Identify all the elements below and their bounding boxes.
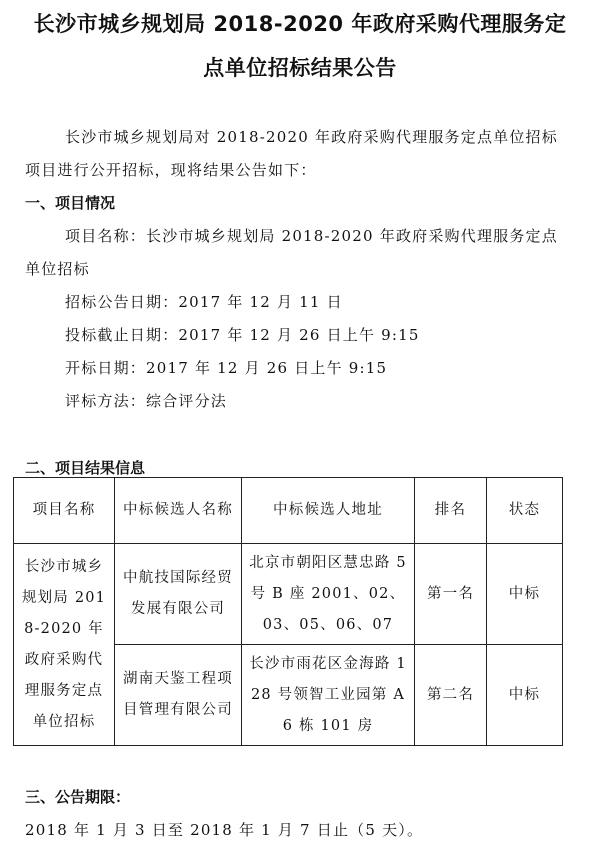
table-header-row	[14, 478, 563, 544]
header-candidate-name: 中标候选人名称	[115, 478, 242, 544]
header-status: 状态	[487, 478, 563, 544]
candidate-address-cell: 北京市朝阳区慧忠路 5 号 B 座 2001、02、03、05、06、07	[242, 544, 415, 645]
evaluation-method: 评标方法：综合评分法	[65, 392, 228, 410]
document-title-line-2: 点单位招标结果公告	[203, 56, 397, 80]
project-name-cell: 长沙市城乡规划局 2018-2020 年政府采购代理服务定点单位招标	[14, 544, 115, 746]
header-candidate-address: 中标候选人地址	[242, 478, 415, 544]
announcement-period: 2018 年 1 月 3 日至 2018 年 1 月 7 日止（5 天）。	[25, 821, 424, 839]
intro-line-1: 长沙市城乡规划局对 2018-2020 年政府采购代理服务定点单位招标	[65, 128, 558, 146]
status-cell: 中标	[487, 544, 563, 645]
project-name-line-1: 项目名称：长沙市城乡规划局 2018-2020 年政府采购代理服务定点	[65, 227, 558, 245]
bid-deadline: 投标截止日期：2017 年 12 月 26 日上午 9:15	[65, 326, 420, 344]
rank-cell: 第二名	[415, 645, 487, 746]
intro-line-2: 项目进行公开招标，现将结果公告如下：	[25, 161, 317, 179]
candidate-address-cell: 长沙市雨花区金海路 128 号领智工业园第 A6 栋 101 房	[242, 645, 415, 746]
opening-date: 开标日期：2017 年 12 月 26 日上午 9:15	[65, 359, 388, 377]
header-project-name: 项目名称	[14, 478, 115, 544]
section-2-heading: 二、项目结果信息	[25, 459, 146, 477]
rank-cell: 第一名	[415, 544, 487, 645]
candidate-name-cell: 湖南天鉴工程项目管理有限公司	[115, 645, 242, 746]
table-row	[14, 544, 563, 645]
project-name-line-2: 单位招标	[25, 260, 90, 278]
status-cell: 中标	[487, 645, 563, 746]
announce-date: 招标公告日期：2017 年 12 月 11 日	[65, 293, 343, 311]
results-table	[13, 477, 563, 746]
document-title-line-1: 长沙市城乡规划局 2018-2020 年政府采购代理服务定	[33, 12, 567, 36]
header-rank: 排名	[415, 478, 487, 544]
section-3-heading: 三、公告期限：	[25, 788, 131, 806]
candidate-name-cell: 中航技国际经贸发展有限公司	[115, 544, 242, 645]
section-1-heading: 一、项目情况	[25, 194, 116, 212]
